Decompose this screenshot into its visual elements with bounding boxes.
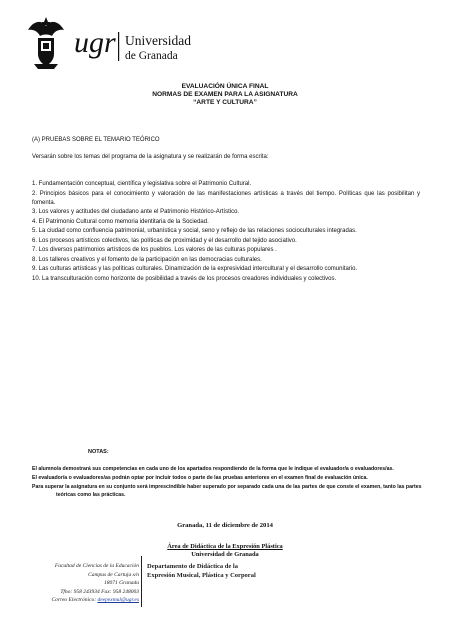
list-item: 6. Los procesos artísticos colectivos, las políticas de proximidad y el desarrollo del tejido asociativo. [32, 237, 297, 244]
list-item: 10. La transculturación como horizonte de posibilidad a través de los procesos creadores individuales y colectivos. [32, 275, 337, 282]
note-item: Para superar la asignatura en su conjunto será imprescindible haber superado por separado cada una de las partes de que conste el examen, tanto las partes teóricas como las prácticas. [32, 484, 422, 498]
footer-city: 18071 Granada [104, 580, 139, 587]
signature-university: Universidad de Granada [191, 551, 259, 558]
footer-email-label: Correo Electrónico: [51, 597, 97, 604]
list-item: 8. Los talleres creativos y el fomento de la participación en las democracias culturales. [32, 256, 262, 263]
signature-block [0, 543, 450, 559]
coat-of-arms-icon [28, 17, 64, 69]
title-line2: NORMAS DE EXAMEN PARA LA ASIGNATURA [152, 91, 298, 98]
signature-department: Área de Didáctica de la Expresión Plástica [167, 543, 283, 550]
list-item: 1. Fundamentación conceptual, científica y legislativa sobre el Patrimonio Cultural. [32, 181, 252, 187]
notes-list [32, 465, 424, 500]
section-heading: (A) PRUEBAS SOBRE EL TEMARIO TEÓRICO [32, 137, 160, 143]
footer-dept-line2: Expresión Musical, Plástica y Corporal [147, 571, 256, 579]
title-line3: “ARTE Y CULTURA” [193, 99, 257, 106]
note-item: El alumno/a demostrará sus competencias en cada uno de los apartados respondiendo de la forma que le indique el evaluador/a o evaluadores/as. [32, 466, 394, 472]
list-item: 3. Los valores y actitudes del ciudadano ante el Patrimonio Histórico-Artístico. [32, 209, 240, 215]
section-intro: Versarán sobre los temas del programa de la asignatura y se realizarán de forma escrita: [32, 154, 269, 160]
logo-divider [118, 32, 119, 61]
footer-faculty: Facultad de Ciencias de la Educación [54, 563, 139, 569]
logo-ugr-text: ugr [74, 26, 116, 59]
title-line1: EVALUACIÓN ÚNICA FINAL [181, 83, 269, 90]
list-item: 9. Las culturas artísticas y las políticas culturales. Dinamización de la expresividad intercultural y el desarrollo comunitario. [32, 266, 358, 272]
institution-line1: Universidad [125, 33, 191, 48]
footer-dept-line1: Departamento de Didáctica de la [147, 563, 238, 570]
institution-line2: de Granada [125, 50, 178, 62]
notes-heading: NOTAS: [88, 449, 109, 455]
list-item: 2. Principios básicos para el conocimiento y valoración de las manifestaciones artísticas a través del tiempo. Políticas que las posibilitan y fomenta. [32, 190, 420, 206]
list-item: 5. La ciudad como confluencia patrimonial, urbanística y social, seno y reflejo de las relaciones socioculturales integradas. [32, 228, 357, 234]
university-logo [24, 16, 214, 74]
footer-department [147, 563, 256, 580]
footer-address [18, 562, 139, 605]
place-date: Granada, 11 de diciembre de 2014 [177, 522, 273, 529]
footer-divider [141, 556, 142, 607]
document-title [0, 83, 450, 107]
footer-campus: Campus de Cartuja s/n [88, 571, 139, 578]
note-item: El evaluador/a o evaluadores/as podrán optar por incluir todos o parte de las pruebas anteriores en el examen final de evaluación única. [32, 475, 368, 481]
footer-phone-fax: Tfno: 958 243934 Fax: 958 248003 [60, 588, 139, 595]
footer-email-link[interactable]: deepexmul@ugr.es [97, 597, 139, 604]
list-item: 4. El Patrimonio Cultural como memoria identitaria de la Sociedad. [32, 218, 209, 225]
topics-list [32, 180, 420, 284]
list-item: 7. Los diversos patrimonios artísticos de los pueblos. Los valores de las culturas populares . [32, 247, 277, 253]
footer-email-line [18, 596, 139, 605]
